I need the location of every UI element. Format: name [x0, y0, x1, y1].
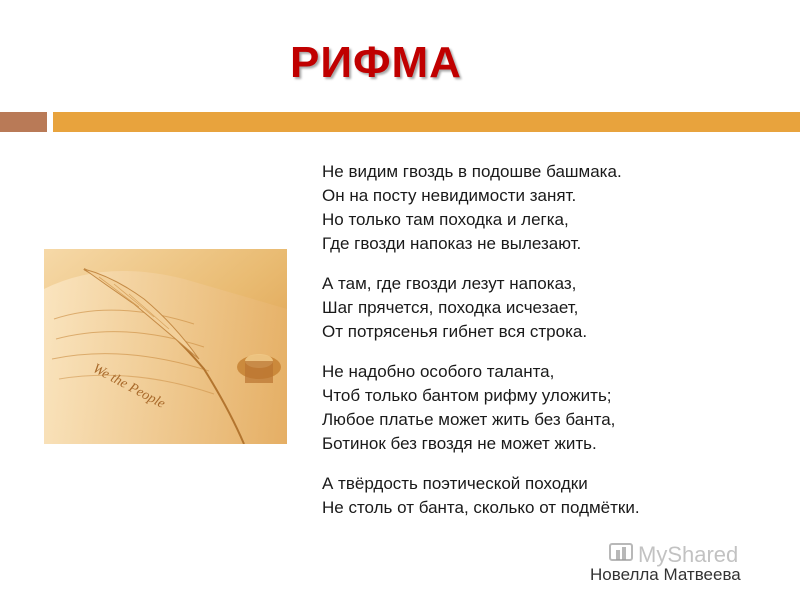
poem-line: Но только там походка и легка,	[322, 210, 569, 229]
poem-line: А твёрдость поэтической походки	[322, 474, 588, 493]
poem-line: Где гвозди напоказ не вылезают.	[322, 234, 582, 253]
poem-line: Шаг прячется, походка исчезает,	[322, 298, 579, 317]
poem-line: Не видим гвоздь в подошве башмака.	[322, 162, 622, 181]
watermark-text: MyShared	[638, 542, 739, 567]
quill-parchment-image	[44, 249, 287, 444]
poem-line: Ботинок без гвоздя не может жить.	[322, 434, 597, 453]
poem-author: Новелла Матвеева	[590, 565, 741, 584]
poem-line: Не надобно особого таланта,	[322, 362, 555, 381]
poem-line: Чтоб только бантом рифму уложить;	[322, 386, 612, 405]
document-caption: We the People	[90, 361, 168, 412]
stanza	[322, 160, 782, 256]
title-rule-right	[53, 112, 800, 132]
stanza	[322, 272, 782, 344]
poem-line: А там, где гвозди лезут напоказ,	[322, 274, 577, 293]
poem-line: От потрясенья гибнет вся строка.	[322, 322, 588, 341]
poem	[322, 160, 782, 536]
title-rule-left	[0, 112, 47, 132]
poem-line: Любое платье может жить без банта,	[322, 410, 616, 429]
stanza	[322, 360, 782, 456]
stanza	[322, 472, 782, 520]
quill-icon	[44, 249, 287, 444]
slide-title: РИФМА	[290, 38, 462, 87]
poem-line: Он на посту невидимости занят.	[322, 186, 577, 205]
poem-line: Не столь от банта, сколько от подмётки.	[322, 498, 640, 517]
